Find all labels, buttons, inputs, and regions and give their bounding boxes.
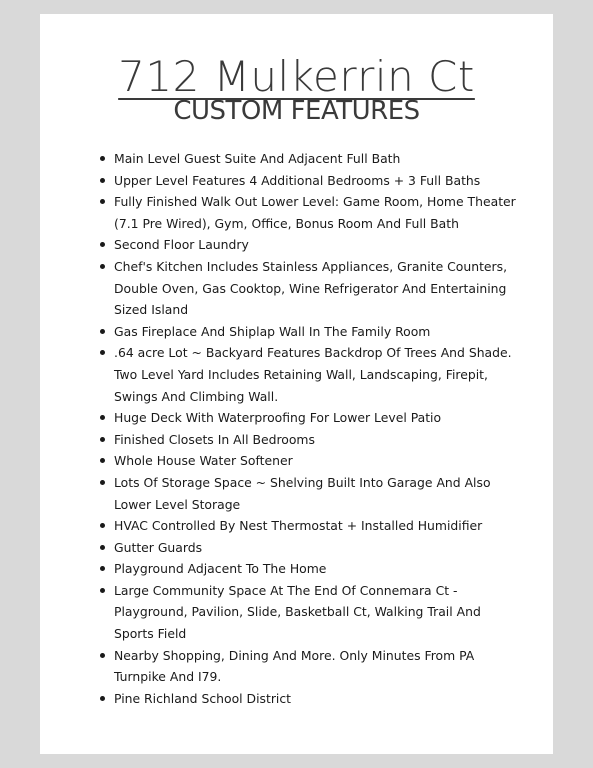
feature-item: Huge Deck With Waterproofing For Lower Level Patio bbox=[98, 407, 516, 429]
feature-item: Large Community Space At The End Of Connemara Ct - Playground, Pavilion, Slide, Basketball Ct, Walking Trail And Sports Field bbox=[98, 580, 516, 645]
feature-item: Lots Of Storage Space ~ Shelving Built Into Garage And Also Lower Level Storage bbox=[98, 472, 516, 515]
feature-item: Gutter Guards bbox=[98, 537, 516, 559]
page-title: 712 Mulkerrin Ct bbox=[118, 52, 475, 101]
feature-item: Main Level Guest Suite And Adjacent Full Bath bbox=[98, 148, 516, 170]
feature-item: Chef's Kitchen Includes Stainless Appliances, Granite Counters, Double Oven, Gas Cooktop, Wine Refrigerator And Entertaining Sized Island bbox=[98, 256, 516, 321]
feature-item: HVAC Controlled By Nest Thermostat + Installed Humidifier bbox=[98, 515, 516, 537]
feature-item: Finished Closets In All Bedrooms bbox=[98, 429, 516, 451]
feature-sheet bbox=[40, 14, 553, 754]
features-list bbox=[98, 148, 516, 709]
feature-item: Second Floor Laundry bbox=[98, 234, 516, 256]
feature-item: Upper Level Features 4 Additional Bedrooms + 3 Full Baths bbox=[98, 170, 516, 192]
feature-item: Nearby Shopping, Dining And More. Only Minutes From PA Turnpike And I79. bbox=[98, 645, 516, 688]
feature-item: Whole House Water Softener bbox=[98, 450, 516, 472]
feature-item: Pine Richland School District bbox=[98, 688, 516, 710]
feature-item: Fully Finished Walk Out Lower Level: Game Room, Home Theater (7.1 Pre Wired), Gym, Office, Bonus Room And Full Bath bbox=[98, 191, 516, 234]
feature-item: Gas Fireplace And Shiplap Wall In The Family Room bbox=[98, 321, 516, 343]
page-subtitle: CUSTOM FEATURES bbox=[173, 96, 420, 126]
feature-item: Playground Adjacent To The Home bbox=[98, 558, 516, 580]
feature-item: .64 acre Lot ~ Backyard Features Backdrop Of Trees And Shade. Two Level Yard Includes Retaining Wall, Landscaping, Firepit, Swings And Climbing Wall. bbox=[98, 342, 516, 407]
